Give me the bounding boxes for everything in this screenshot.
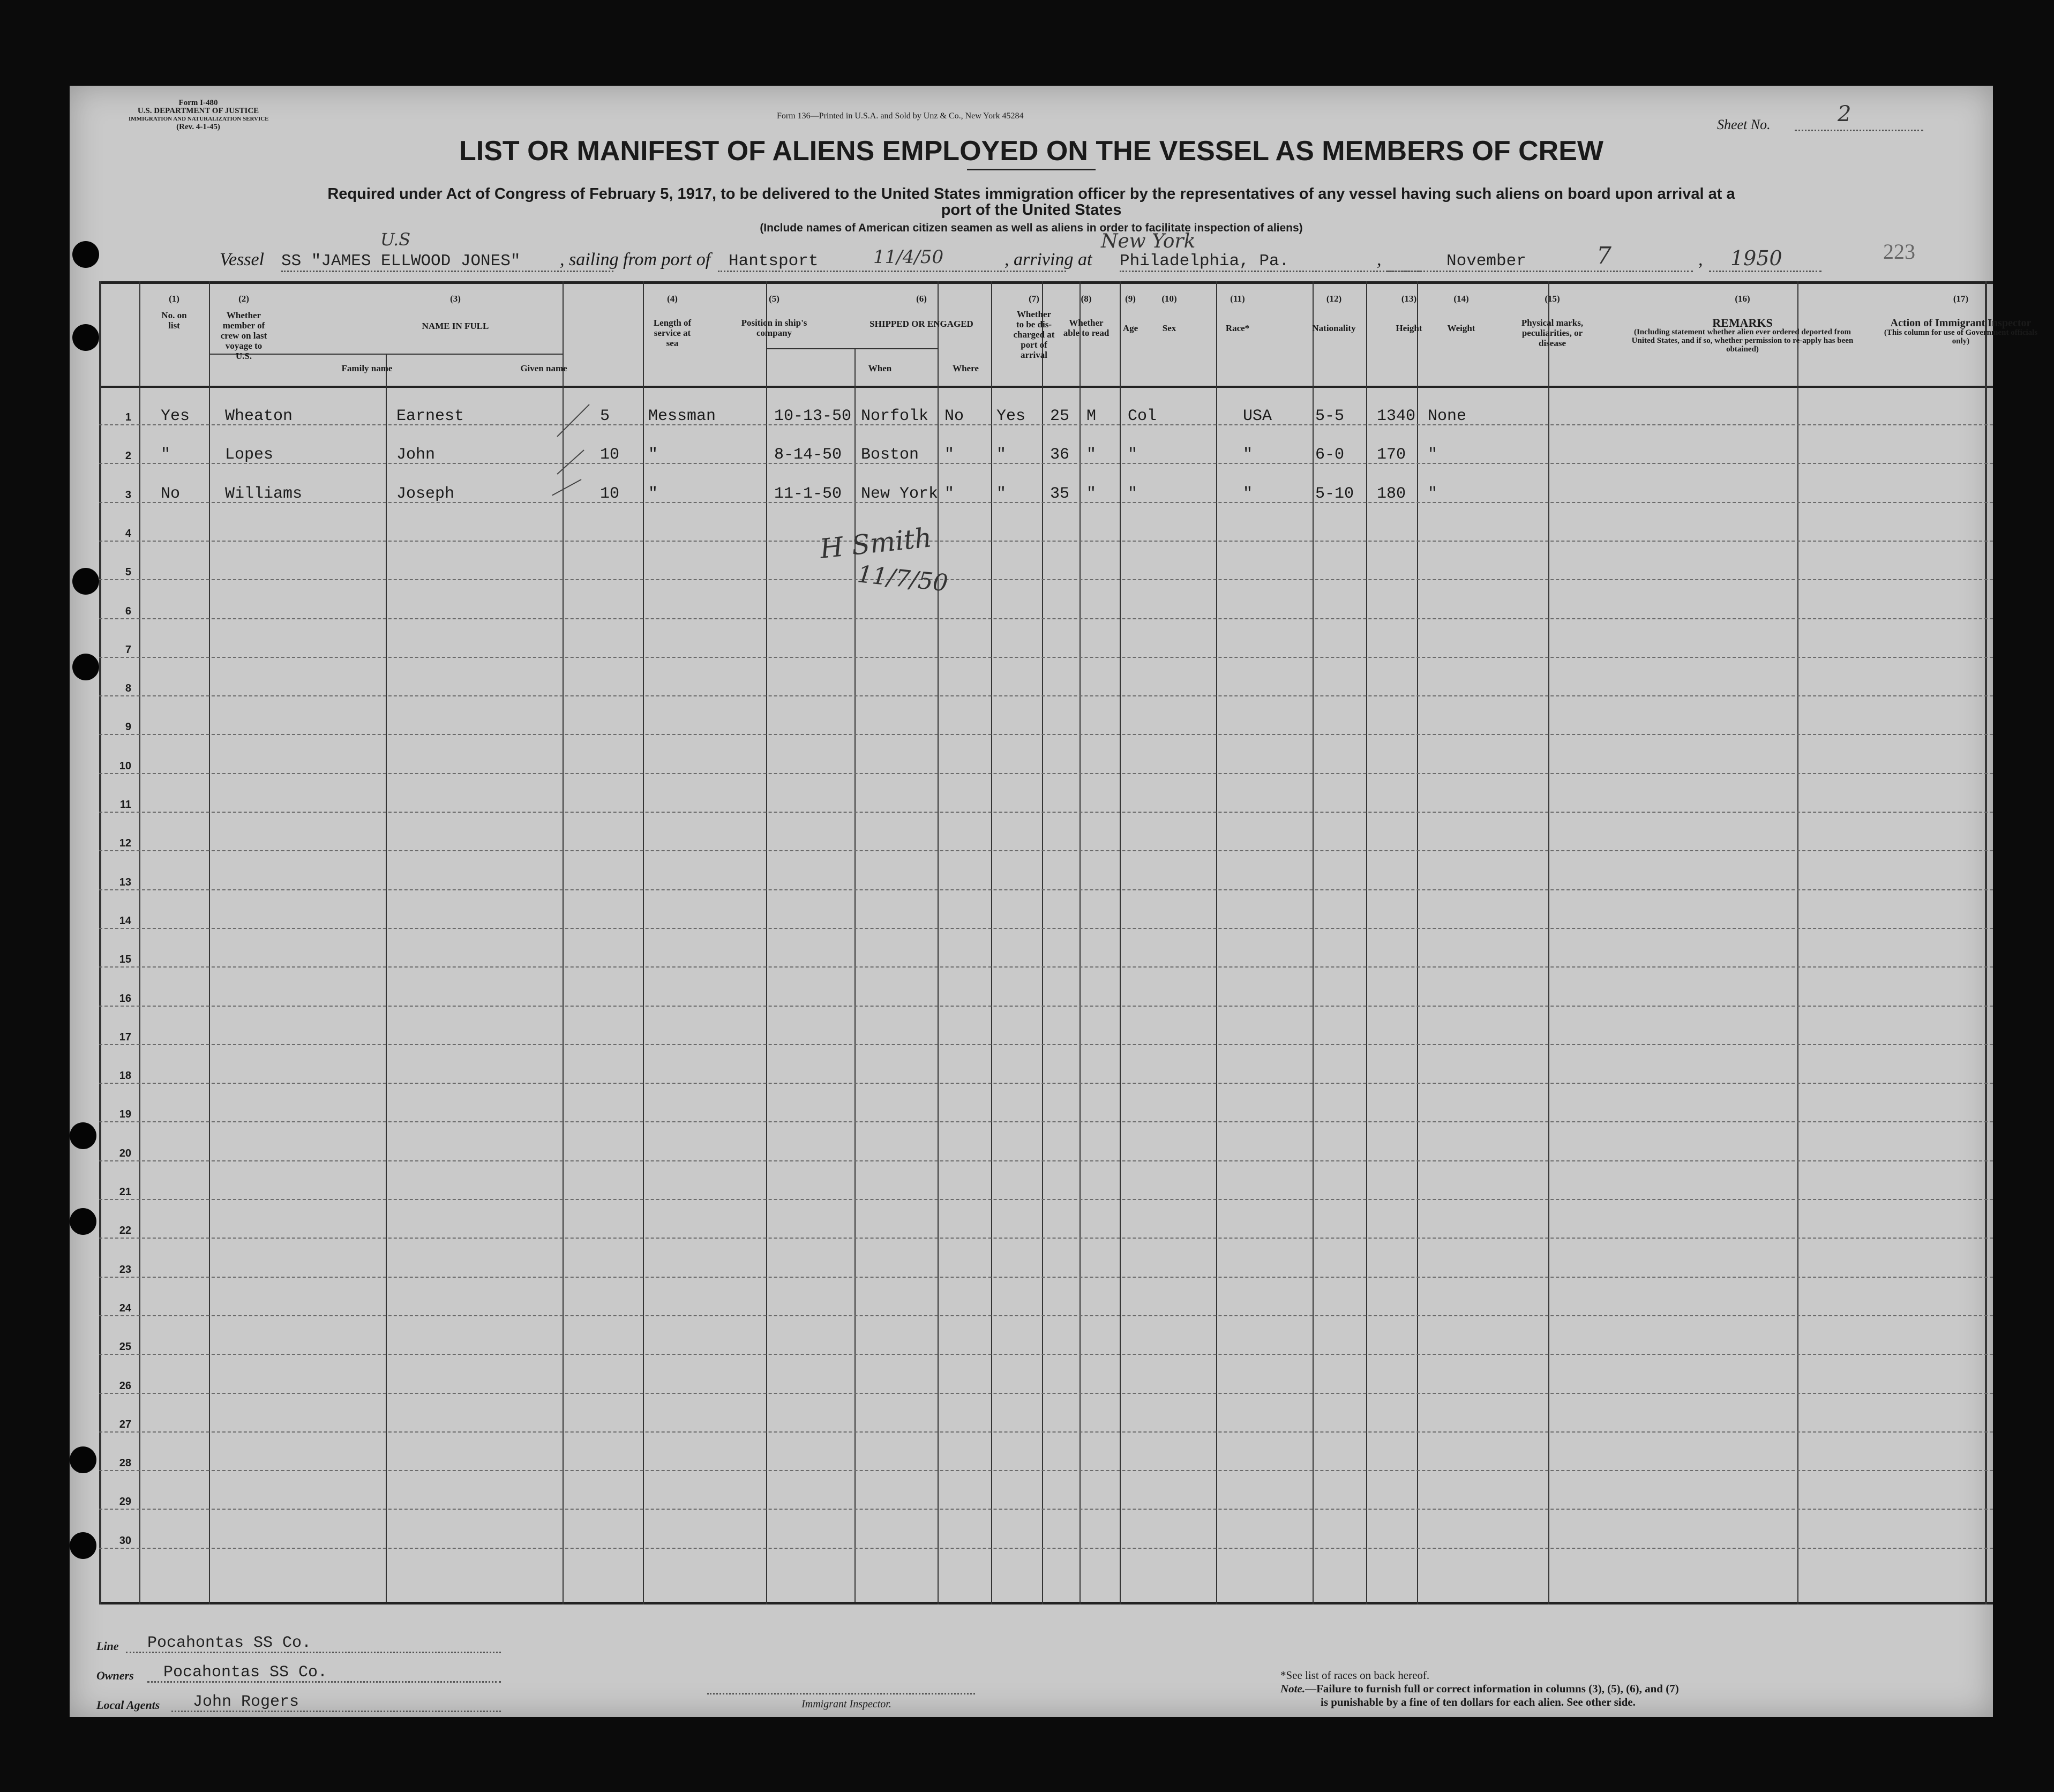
- binder-hole: [72, 568, 99, 595]
- member-cell: ": [161, 446, 171, 464]
- col-line: [991, 281, 992, 1604]
- given-name-cell: Joseph: [396, 484, 455, 503]
- marks-cell: ": [1428, 446, 1438, 464]
- form-id-block: Form I-480 U.S. DEPARTMENT OF JUSTICE IMMIGRATION AND NATURALIZATION SERVICE (Rev. 4-1-45): [129, 99, 269, 131]
- row-number: 1: [125, 411, 131, 423]
- subtitle-line1: Required under Act of Congress of February 5, 1917, to be delivered to the United States immigration officer by the representatives of any vessel having such aliens on board upon arrival at a: [327, 185, 1735, 203]
- shipped-when-cell: 8-14-50: [774, 446, 842, 464]
- row-rule: [99, 1548, 1993, 1549]
- where-header: Where: [953, 363, 979, 373]
- race-cell: ": [1128, 446, 1138, 464]
- col-line: [643, 281, 644, 1604]
- row-number: 12: [119, 837, 131, 850]
- row-number: 11: [119, 799, 131, 811]
- row-number: 20: [119, 1147, 131, 1159]
- binder-hole: [72, 654, 99, 680]
- sailing-port: Hantsport: [729, 252, 819, 271]
- title-rule: [967, 169, 1096, 170]
- row-rule: [99, 773, 1993, 774]
- col-line: [1797, 281, 1798, 1604]
- weight-cell: 1340: [1377, 407, 1416, 425]
- sheet-number: 2: [1838, 102, 1851, 126]
- vessel-note: U.S: [380, 229, 411, 250]
- row-rule: [99, 502, 1993, 503]
- header-bottom-border: [99, 386, 1993, 388]
- col-line: [99, 281, 101, 1604]
- row-number: 9: [125, 721, 131, 733]
- date-year: 1950: [1730, 246, 1782, 270]
- date-day: 7: [1596, 242, 1611, 269]
- row-number: 5: [125, 566, 131, 579]
- col1-header: (1) No. on list: [161, 294, 187, 331]
- shipped-where-cell: Norfolk: [861, 407, 929, 425]
- race-cell: Col: [1128, 407, 1157, 425]
- weight-cell: 170: [1377, 446, 1406, 464]
- position-cell: Messman: [648, 407, 716, 425]
- col-line: [1366, 281, 1367, 1604]
- col3-header: (3) NAME IN FULL: [422, 294, 489, 331]
- row-rule: [99, 424, 1993, 425]
- read-cell: Yes: [996, 407, 1026, 425]
- owners-label: Owners: [96, 1669, 134, 1682]
- given-name-cell: John: [396, 446, 436, 464]
- shipped-where-cell: New York: [861, 484, 939, 503]
- read-cell: ": [996, 484, 1007, 503]
- row-number: 13: [119, 876, 131, 888]
- row-rule: [99, 928, 1993, 929]
- line-value: Pocahontas SS Co.: [147, 1634, 312, 1652]
- row-rule: [99, 695, 1993, 696]
- age-cell: 25: [1050, 407, 1070, 425]
- row-rule: [99, 734, 1993, 735]
- row-number: 24: [119, 1302, 131, 1314]
- col-line: [1313, 281, 1314, 1604]
- inspector-signature: H Smith: [818, 522, 933, 565]
- row-rule: [99, 618, 1993, 619]
- age-cell: 36: [1050, 446, 1070, 464]
- shipped-when-cell: 11-1-50: [774, 484, 842, 503]
- binder-hole: [70, 1208, 96, 1235]
- binder-hole: [70, 1532, 96, 1559]
- vessel-name: SS "JAMES ELLWOOD JONES": [281, 252, 521, 271]
- row-rule: [99, 463, 1993, 464]
- col-line: [1417, 281, 1418, 1604]
- date-month: November: [1446, 252, 1526, 271]
- printer-line: Form 136—Printed in U.S.A. and Sold by Unz & Co., New York 45284: [777, 111, 1024, 121]
- nationality-cell: USA: [1243, 407, 1272, 425]
- table-bottom-border: [99, 1602, 1993, 1604]
- when-header: When: [868, 363, 892, 373]
- col12-header: (12) Nationality: [1312, 294, 1356, 333]
- row-number: 14: [119, 914, 131, 927]
- line-label: Line: [96, 1639, 119, 1653]
- col-line: [1120, 281, 1121, 1604]
- year-comma: ,: [1698, 250, 1703, 269]
- sheet-label: Sheet No.: [1717, 117, 1771, 132]
- given-name-header: Given name: [520, 363, 567, 373]
- row-rule: [99, 966, 1993, 968]
- col-line: [139, 281, 140, 1604]
- inspector-date: 11/7/50: [856, 560, 949, 597]
- row-number: 23: [119, 1263, 131, 1276]
- binder-hole: [70, 1122, 96, 1149]
- col15-header: (15) Physical marks, peculiarities, or disease: [1521, 294, 1584, 348]
- row-rule: [99, 541, 1993, 542]
- height-cell: 6-0: [1315, 446, 1345, 464]
- row-rule: [99, 1199, 1993, 1200]
- row-rule: [99, 850, 1993, 851]
- row-rule: [99, 1238, 1993, 1239]
- weight-cell: 180: [1377, 484, 1406, 503]
- col7-header: (7) Whether to be dis-charged at port of arrival: [1013, 294, 1055, 360]
- row-number: 28: [119, 1457, 131, 1469]
- page-title: LIST OR MANIFEST OF ALIENS EMPLOYED ON THE VESSEL AS MEMBERS OF CREW: [459, 136, 1603, 167]
- sailing-line: [718, 271, 1066, 272]
- sheet-line: [1795, 130, 1923, 131]
- col6-header: (6) SHIPPED OR ENGAGED: [869, 294, 973, 329]
- pencil-ticks: [552, 399, 616, 496]
- row-rule: [99, 657, 1993, 658]
- shipped-when-cell: 10-13-50: [774, 407, 852, 425]
- position-cell: ": [648, 484, 658, 503]
- col13-header: (13) Height: [1396, 294, 1422, 333]
- date-line: [1388, 271, 1693, 272]
- col14-header: (14) Weight: [1447, 294, 1475, 333]
- family-name-cell: Williams: [225, 484, 303, 503]
- binder-hole: [72, 241, 99, 268]
- row-number: 29: [119, 1496, 131, 1508]
- row-number: 22: [119, 1225, 131, 1237]
- row-rule: [99, 1315, 1993, 1316]
- owners-value: Pocahontas SS Co.: [163, 1663, 328, 1682]
- service-cell: 10: [600, 484, 620, 503]
- family-name-header: Family name: [341, 363, 393, 373]
- col-line: [1080, 281, 1081, 1604]
- col-line: [1042, 281, 1043, 1604]
- races-note: *See list of races on back hereof.: [1280, 1669, 1430, 1682]
- penalty-note: [1280, 1682, 1679, 1709]
- discharge-cell: No: [944, 407, 964, 425]
- marks-cell: None: [1428, 407, 1467, 425]
- row-number: 18: [119, 1070, 131, 1082]
- year-line: [1709, 271, 1821, 272]
- nationality-cell: ": [1243, 484, 1253, 503]
- row-rule: [99, 812, 1993, 813]
- row-rule: [99, 889, 1993, 890]
- sailing-date: 11/4/50: [873, 246, 944, 268]
- row-number: 8: [125, 683, 131, 695]
- col9-header: (9) Age: [1122, 294, 1138, 333]
- row-number: 19: [119, 1108, 131, 1121]
- read-cell: ": [996, 446, 1007, 464]
- vessel-label: Vessel: [220, 250, 265, 269]
- shipped-subheader-line: [766, 348, 938, 349]
- row-rule: [99, 1006, 1993, 1007]
- row-number: 7: [125, 643, 131, 656]
- row-rule: [99, 1509, 1993, 1510]
- vessel-line: [281, 271, 613, 272]
- marks-cell: ": [1428, 484, 1438, 503]
- sex-cell: ": [1086, 446, 1097, 464]
- col-line: [766, 281, 767, 1604]
- arriving-note: New York: [1101, 230, 1196, 252]
- inspector-label: Immigrant Inspector.: [801, 1698, 891, 1710]
- col-line: [1216, 281, 1217, 1604]
- sex-cell: ": [1086, 484, 1097, 503]
- row-number: 21: [119, 1186, 131, 1198]
- inspector-signature-line: [707, 1693, 975, 1694]
- nationality-cell: ": [1243, 446, 1253, 464]
- position-cell: ": [648, 446, 658, 464]
- row-rule: [99, 1431, 1993, 1433]
- note-label: Note.: [1280, 1682, 1306, 1695]
- col-line: [1548, 281, 1549, 1604]
- row-number: 27: [119, 1418, 131, 1430]
- row-rule: [99, 1044, 1993, 1045]
- table-top-border: [99, 281, 1993, 284]
- row-number: 17: [119, 1031, 131, 1043]
- row-rule: [99, 1277, 1993, 1278]
- col5-header: (5) Position in ship's company: [741, 294, 807, 338]
- arriving-port: Philadelphia, Pa.: [1120, 252, 1290, 271]
- row-number: 15: [119, 954, 131, 966]
- binder-hole: [70, 1446, 96, 1473]
- stamp-number: 223: [1883, 239, 1915, 264]
- row-rule: [99, 1393, 1993, 1394]
- row-rule: [99, 579, 1993, 580]
- arriving-label: , arriving at: [1004, 250, 1092, 269]
- subtitle-line3: (Include names of American citizen seamen as well as aliens in order to facilitate inspection of aliens): [760, 222, 1303, 234]
- row-number: 10: [119, 760, 131, 772]
- binder-hole: [72, 324, 99, 351]
- col10-header: (10) Sex: [1161, 294, 1177, 333]
- service-cell: 5: [600, 407, 610, 425]
- col17-header: (17) Action of Immigrant Inspector (This column for use of Government officials only): [1884, 294, 2038, 346]
- row-rule: [99, 1083, 1993, 1084]
- row-rule: [99, 1470, 1993, 1471]
- col4-header: (4) Length of service at sea: [653, 294, 692, 348]
- col-line: [209, 281, 210, 1604]
- row-number: 2: [125, 450, 131, 462]
- arriving-line: [1120, 271, 1420, 272]
- note-line2: is punishable by a fine of ten dollars for each alien. See other side.: [1321, 1696, 1636, 1708]
- member-cell: No: [161, 484, 181, 503]
- shipped-where-cell: Boston: [861, 446, 919, 464]
- col11-header: (11) Race*: [1225, 294, 1250, 333]
- subtitle-line2: port of the United States: [941, 201, 1122, 219]
- col-line: [1985, 281, 1987, 1604]
- date-comma: ,: [1377, 250, 1382, 269]
- col16-header: (16) REMARKS (Including statement whether alien ever ordered deported from United States, and if so, whether permission to re-apply has been obtained): [1631, 294, 1854, 354]
- row-number: 6: [125, 605, 131, 617]
- row-rule: [99, 1121, 1993, 1122]
- row-number: 16: [119, 992, 131, 1004]
- service-cell: 10: [600, 446, 620, 464]
- agents-value: John Rogers: [193, 1693, 299, 1711]
- row-rule: [99, 1354, 1993, 1355]
- note-line1: —Failure to furnish full or correct information in columns (3), (5), (6), and (7): [1305, 1682, 1679, 1695]
- age-cell: 35: [1050, 484, 1070, 503]
- discharge-cell: ": [944, 484, 955, 503]
- family-name-cell: Wheaton: [225, 407, 293, 425]
- col2-header: (2) Whether member of crew on last voyage to U.S.: [220, 294, 267, 361]
- height-cell: 5-10: [1315, 484, 1354, 503]
- row-number: 26: [119, 1379, 131, 1392]
- manifest-sheet: [70, 86, 2038, 1717]
- row-number: 4: [125, 527, 131, 539]
- member-cell: Yes: [161, 407, 190, 425]
- sailing-label: , sailing from port of: [560, 250, 711, 269]
- discharge-cell: ": [944, 446, 955, 464]
- agents-label: Local Agents: [96, 1698, 160, 1712]
- col8-header: (8) Whether able to read: [1063, 294, 1110, 338]
- row-rule: [99, 1160, 1993, 1161]
- row-number: 3: [125, 489, 131, 501]
- given-name-cell: Earnest: [396, 407, 464, 425]
- race-cell: ": [1128, 484, 1138, 503]
- family-name-cell: Lopes: [225, 446, 274, 464]
- col-line: [938, 281, 939, 1604]
- row-number: 30: [119, 1534, 131, 1547]
- height-cell: 5-5: [1315, 407, 1345, 425]
- sex-cell: M: [1086, 407, 1097, 425]
- row-number: 25: [119, 1341, 131, 1353]
